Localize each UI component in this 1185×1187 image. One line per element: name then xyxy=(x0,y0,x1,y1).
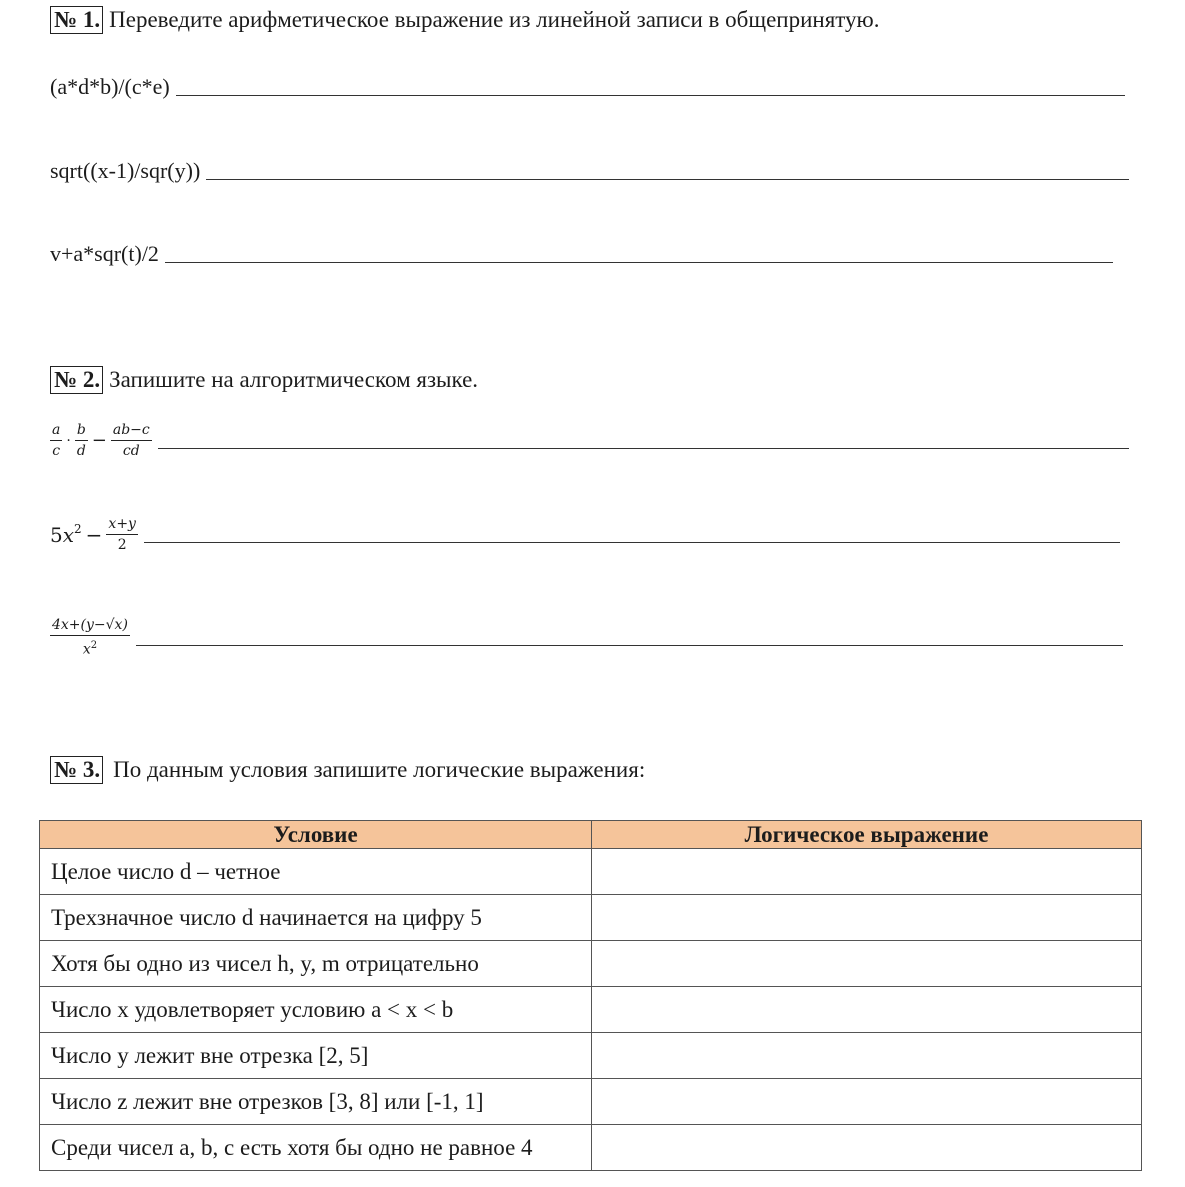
task1-expression-row xyxy=(50,74,1125,100)
answer-cell[interactable] xyxy=(592,941,1142,987)
answer-cell[interactable] xyxy=(592,1079,1142,1125)
answer-cell[interactable] xyxy=(592,849,1142,895)
condition-cell: Трехзначное число d начинается на цифру 5 xyxy=(40,895,592,941)
condition-cell: Целое число d – четное xyxy=(40,849,592,895)
answer-line[interactable] xyxy=(144,541,1120,543)
task2-heading xyxy=(50,366,478,394)
task2-number: № 2. xyxy=(50,366,103,394)
condition-cell: Хотя бы одно из чисел h, y, m отрицательно xyxy=(40,941,592,987)
answer-line[interactable] xyxy=(176,94,1125,96)
answer-line[interactable] xyxy=(165,261,1113,263)
task2-formula-1: $\frac{a}{c}$ · $\frac{b}{d}$ − $\frac{ab-c}{cd}$ xyxy=(52,422,150,459)
condition-cell: Число x удовлетворяет условию a < x < b xyxy=(40,987,592,1033)
table-header-row xyxy=(40,821,1142,849)
table-row xyxy=(40,849,1142,895)
table-row xyxy=(40,1125,1142,1171)
answer-cell[interactable] xyxy=(592,1125,1142,1171)
task1-expression: v+a*sqr(t)/2 xyxy=(50,241,159,266)
answer-line[interactable] xyxy=(136,644,1123,646)
task3-heading xyxy=(50,756,645,784)
column-header-condition: Условие xyxy=(40,821,592,849)
task1-expression: sqrt((x-1)/sqr(y)) xyxy=(50,158,201,183)
task1-expression-row xyxy=(50,241,1113,267)
condition-cell: Среди чисел a, b, c есть хотя бы одно не равное 4 xyxy=(40,1125,592,1171)
task1-expression-row xyxy=(50,158,1129,184)
task2-expression-row xyxy=(50,615,1123,660)
table-row xyxy=(40,1033,1142,1079)
task1-title: Переведите арифметическое выражение из линейной записи в общепринятую. xyxy=(109,7,880,32)
task1-number: № 1. xyxy=(50,6,103,34)
table-row xyxy=(40,941,1142,987)
task2-expression-row xyxy=(50,420,1129,461)
column-header-logical-expression: Логическое выражение xyxy=(592,821,1142,849)
task3-title: По данным условия запишите логические выражения: xyxy=(113,757,646,782)
condition-cell: Число y лежит вне отрезка [2, 5] xyxy=(40,1033,592,1079)
answer-cell[interactable] xyxy=(592,1033,1142,1079)
task2-expression-row xyxy=(50,514,1120,555)
answer-line[interactable] xyxy=(206,178,1129,180)
table-row xyxy=(40,1079,1142,1125)
task2-formula-2: 5 x $^2$ − $\frac{x+y}{2}$ xyxy=(50,516,136,553)
table-row xyxy=(40,895,1142,941)
task2-title: Запишите на алгоритмическом языке. xyxy=(109,367,479,392)
conditions-table xyxy=(39,820,1142,1171)
table-row xyxy=(40,987,1142,1033)
task2-formula-3: $\frac{4x+(y-√x)}{x^2}$ xyxy=(52,617,128,658)
answer-line[interactable] xyxy=(158,447,1129,449)
task3-number: № 3. xyxy=(50,756,103,784)
answer-cell[interactable] xyxy=(592,987,1142,1033)
task1-expression: (a*d*b)/(c*e) xyxy=(50,74,170,99)
task1-heading xyxy=(50,6,879,34)
condition-cell: Число z лежит вне отрезков [3, 8] или [-1, 1] xyxy=(40,1079,592,1125)
answer-cell[interactable] xyxy=(592,895,1142,941)
